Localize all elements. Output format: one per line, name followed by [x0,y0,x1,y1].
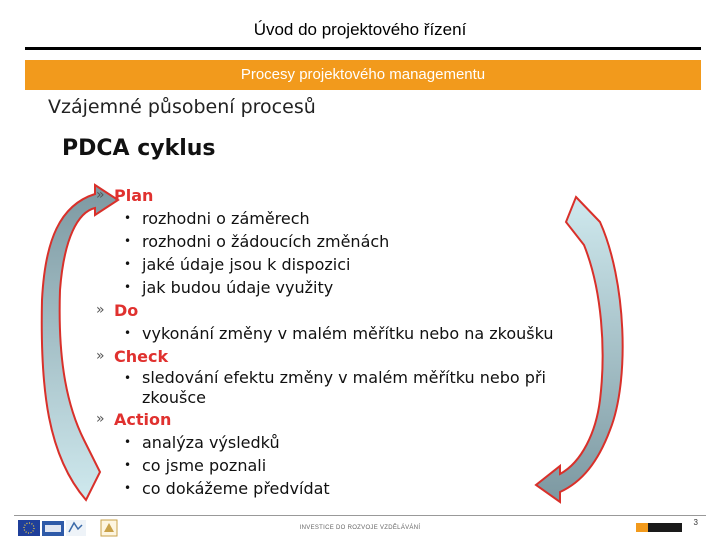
section-label: Do [114,301,139,320]
bullet-chevron-icon: » [96,348,105,364]
document-title: Úvod do projektového řízení [253,20,467,39]
slide-subtitle: Vzájemné působení procesů [48,96,316,118]
list-item: • jak budou údaje využity [124,278,334,297]
section-label: Check [114,347,169,366]
bullet-dot-icon: • [124,257,132,271]
section-label: Action [114,410,172,429]
section-plan [96,184,616,299]
bullet-chevron-icon: » [96,411,105,427]
section-label: Plan [114,186,154,205]
footer-rule [14,515,706,516]
bullet-dot-icon: • [124,371,132,385]
list-item: • analýza výsledků [124,433,280,452]
bullet-dot-icon: • [124,458,132,472]
footer-text: INVESTICE DO ROZVOJE VZDĚLÁVÁNÍ [299,525,421,531]
list-item: • vykonání změny v malém měřítku nebo na zkoušku [124,324,554,343]
list-item: • rozhodni o záměrech [124,209,310,228]
bullet-dot-icon: • [124,481,132,495]
partner-logo-icon [636,520,682,534]
section-check [96,345,616,408]
pdca-heading: PDCA cyklus [62,136,216,161]
list-item: • co dokážeme předvídat [124,479,330,498]
bullet-dot-icon: • [124,326,132,340]
list-item: • jaké údaje jsou k dispozici [124,255,351,274]
pdca-content [96,184,616,500]
section-banner: Procesy projektového managementu [25,60,701,90]
footer [0,510,720,540]
section-do [96,299,616,345]
bullet-dot-icon: • [124,234,132,248]
bullet-dot-icon: • [124,435,132,449]
bullet-chevron-icon: » [96,302,105,318]
list-item: • sledování efektu změny v malém měřítku nebo při zkoušce [124,368,546,407]
bullet-chevron-icon: » [96,187,105,203]
bullet-dot-icon: • [124,280,132,294]
list-item: • rozhodni o žádoucích změnách [124,232,390,251]
bullet-dot-icon: • [124,211,132,225]
list-item: • co jsme poznali [124,456,267,475]
page-number: 3 [693,518,698,527]
section-action [96,408,616,500]
